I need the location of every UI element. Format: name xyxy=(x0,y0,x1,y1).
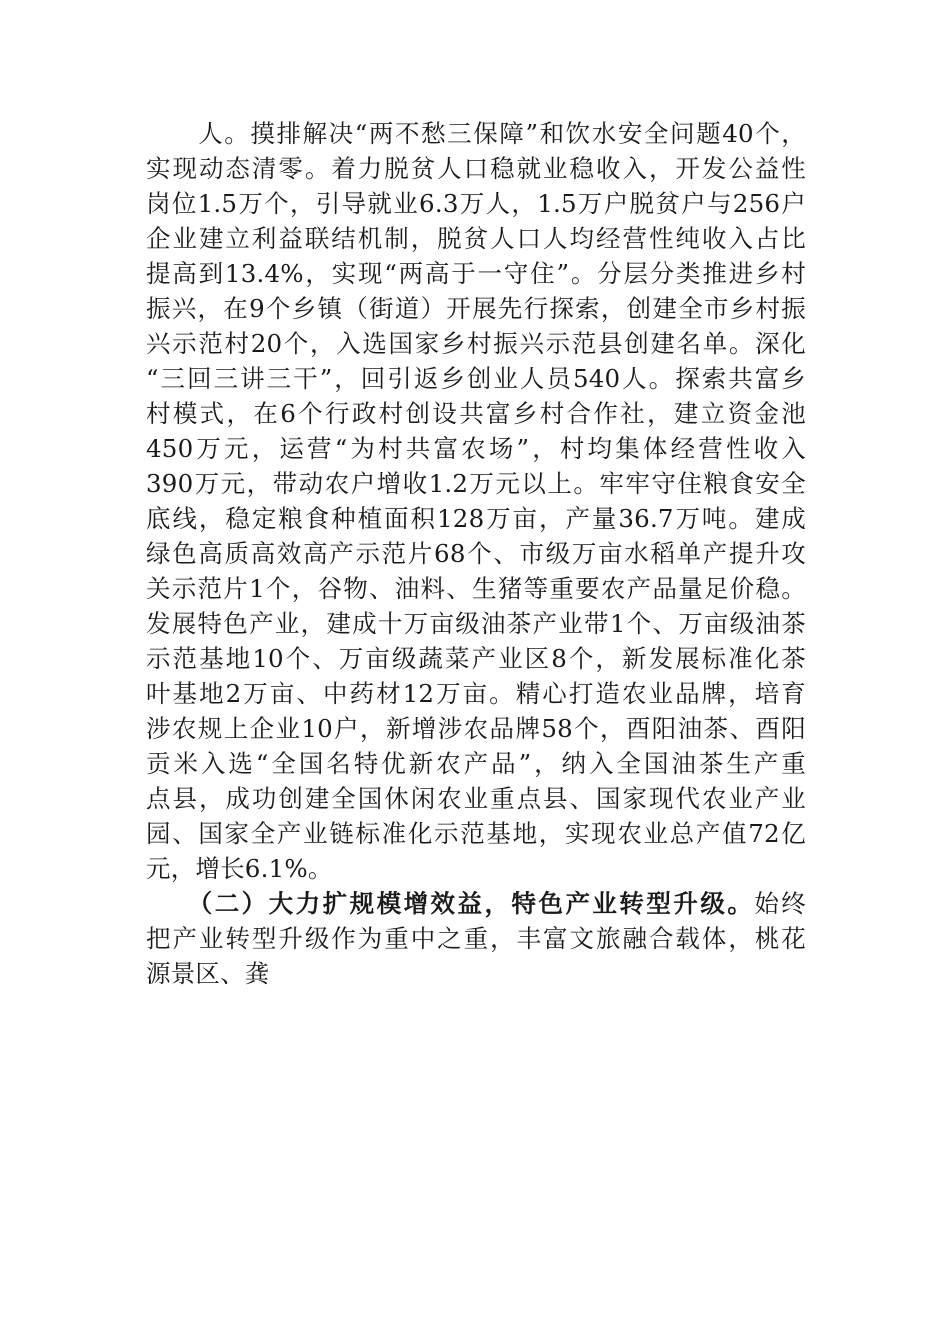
body-line-13: 绿色高质高效高产示范片68个、市级万亩水稻单产提升攻 xyxy=(146,539,806,568)
body-line-7: 兴示范村20个，入选国家乡村振兴示范县创建名单。深化 xyxy=(146,329,806,358)
body-line-21: 园、国家全产业链标准化示范基地，实现农业总产值72亿 xyxy=(146,819,806,848)
body-line-3: 岗位1.5万个，引导就业6.3万人，1.5万户脱贫户与256户 xyxy=(146,189,806,218)
section-line-3: 源景区、龚 xyxy=(146,959,270,988)
body-line-19: 贡米入选“全国名特优新农产品”，纳入全国油茶生产重 xyxy=(146,749,806,778)
body-line-22: 元，增长6.1%。 xyxy=(146,854,333,883)
body-line-8: “三回三讲三干”，回引返乡创业人员540人。探索共富乡 xyxy=(146,364,806,393)
section-line-1 xyxy=(146,887,806,921)
body-line-15: 发展特色产业，建成十万亩级油茶产业带1个、万亩级油茶 xyxy=(146,609,806,638)
body-line-6: 振兴，在9个乡镇（街道）开展先行探索，创建全市乡村振 xyxy=(146,294,806,323)
section-line-2: 把产业转型升级作为重中之重，丰富文旅融合载体，桃花 xyxy=(146,924,806,953)
body-line-4: 企业建立利益联结机制，脱贫人口人均经营性纯收入占比 xyxy=(146,224,806,253)
body-line-2: 实现动态清零。着力脱贫人口稳就业稳收入，开发公益性 xyxy=(146,154,806,183)
body-line-10: 450万元，运营“为村共富农场”，村均集体经营性收入 xyxy=(146,434,806,463)
body-line-20: 点县，成功创建全国休闲农业重点县、国家现代农业产业 xyxy=(146,784,806,813)
section-line-1-rest: 始终 xyxy=(754,889,806,918)
body-line-11: 390万元，带动农户增收1.2万元以上。牢牢守住粮食安全 xyxy=(146,469,806,498)
body-line-5: 提高到13.4%，实现“两高于一守住”。分层分类推进乡村 xyxy=(146,259,806,288)
body-line-14: 关示范片1个，谷物、油料、生猪等重要农产品量足价稳。 xyxy=(146,574,806,603)
body-line-12: 底线，稳定粮食种植面积128万亩，产量36.7万吨。建成 xyxy=(146,504,806,533)
section-heading: （二）大力扩规模增效益，特色产业转型升级。 xyxy=(199,889,755,918)
body-line-1: 人。摸排解决“两不愁三保障”和饮水安全问题40个， xyxy=(146,119,806,148)
body-line-9: 村模式，在6个行政村创设共富乡村合作社，建立资金池 xyxy=(146,399,806,428)
body-line-16: 示范基地10个、万亩级蔬菜产业区8个，新发展标准化茶 xyxy=(146,644,806,673)
body-line-17: 叶基地2万亩、中药材12万亩。精心打造农业品牌，培育 xyxy=(146,679,806,708)
body-line-18: 涉农规上企业10户，新增涉农品牌58个，酉阳油茶、酉阳 xyxy=(146,714,806,743)
